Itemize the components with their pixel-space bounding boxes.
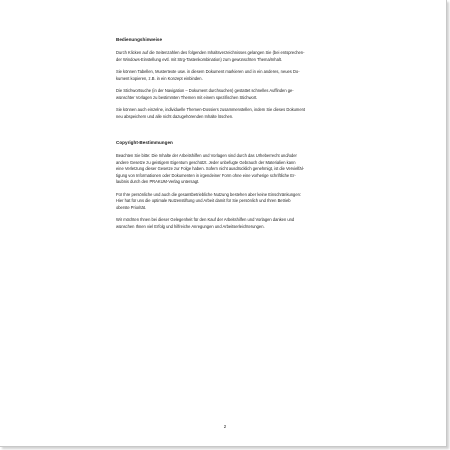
- section-heading-usage: Bedienungshinweise: [116, 37, 163, 42]
- paragraph: Sie können Tabellen, Mustertexte usw. in diesem Dokument markieren und in ein anderes, neues Do- kument kopieren, z.B. in ein Konzept einbinden.: [116, 69, 300, 81]
- usage-instructions-section: [116, 37, 348, 120]
- paragraph: Wir möchten Ihnen bei dieser Gelegenheit für den Kauf der Arbeitshilfen und Vorlagen danken und wünschen Ihnen viel Erfolg und hilfreiche Anregungen und Arbeitserleichterungen.: [116, 217, 295, 229]
- section-heading-copyright: Copyright-Bestimmungen: [116, 140, 173, 145]
- paragraph: Für Ihre persönliche und auch die gesamtbetriebliche Nutzung bestehen aber keine Einschränkungen: Hier hat für uns die optimale Nutzenstiftung und Arbeit damit für Sie persönlich und Ihren Betrieb oberste Priorität.: [116, 191, 302, 210]
- paragraph: Beachten Sie bitte: Die Inhalte der Arbeitshilfen und Vorlagen sind durch das Urheberrecht und/oder andere Gesetze zu geistigem Eigentum geschützt. Jeder unbefugte Gebrauch der Materialien kann eine Verletzung dieser Gesetze zur Folge haben. Sofern nicht ausdrücklich genehmigt, ist die Vervielfäl- tigung von Informationen oder Dokumenten in irgendeiner Form ohne eine vorherige schriftliche Er- laubnis durch den PRAKUM-Verlag untersagt.: [116, 153, 304, 184]
- paragraph: Durch Klicken auf die Seitenzahlen des folgenden Inhaltsverzeichnisses gelangen Sie (bei entsprechen- der Windows-Einstellung evtl. mit Strg-Tastenkombination) zum gewünschten Thema/Inhalt.: [116, 50, 305, 62]
- page-number: 2: [223, 424, 227, 429]
- page-content: [116, 37, 348, 236]
- copyright-section: [116, 140, 348, 230]
- paragraph: Sie können auch einzelne, individuelle Themen-Dossiers zusammenstellen, indem Sie dieses Dokument neu abspeichern und alle nicht dazugehörenden Inhalte löschen.: [116, 107, 306, 119]
- section-spacer: [116, 126, 348, 140]
- paragraph: Die Stichwortsuche (in der Navigation – Dokument durchsuchen) gestattet schnelles Auffinden ge- wünschter Vorlagen zu bestimmten Themen mit einem spezifischen Stichwort.: [116, 88, 294, 100]
